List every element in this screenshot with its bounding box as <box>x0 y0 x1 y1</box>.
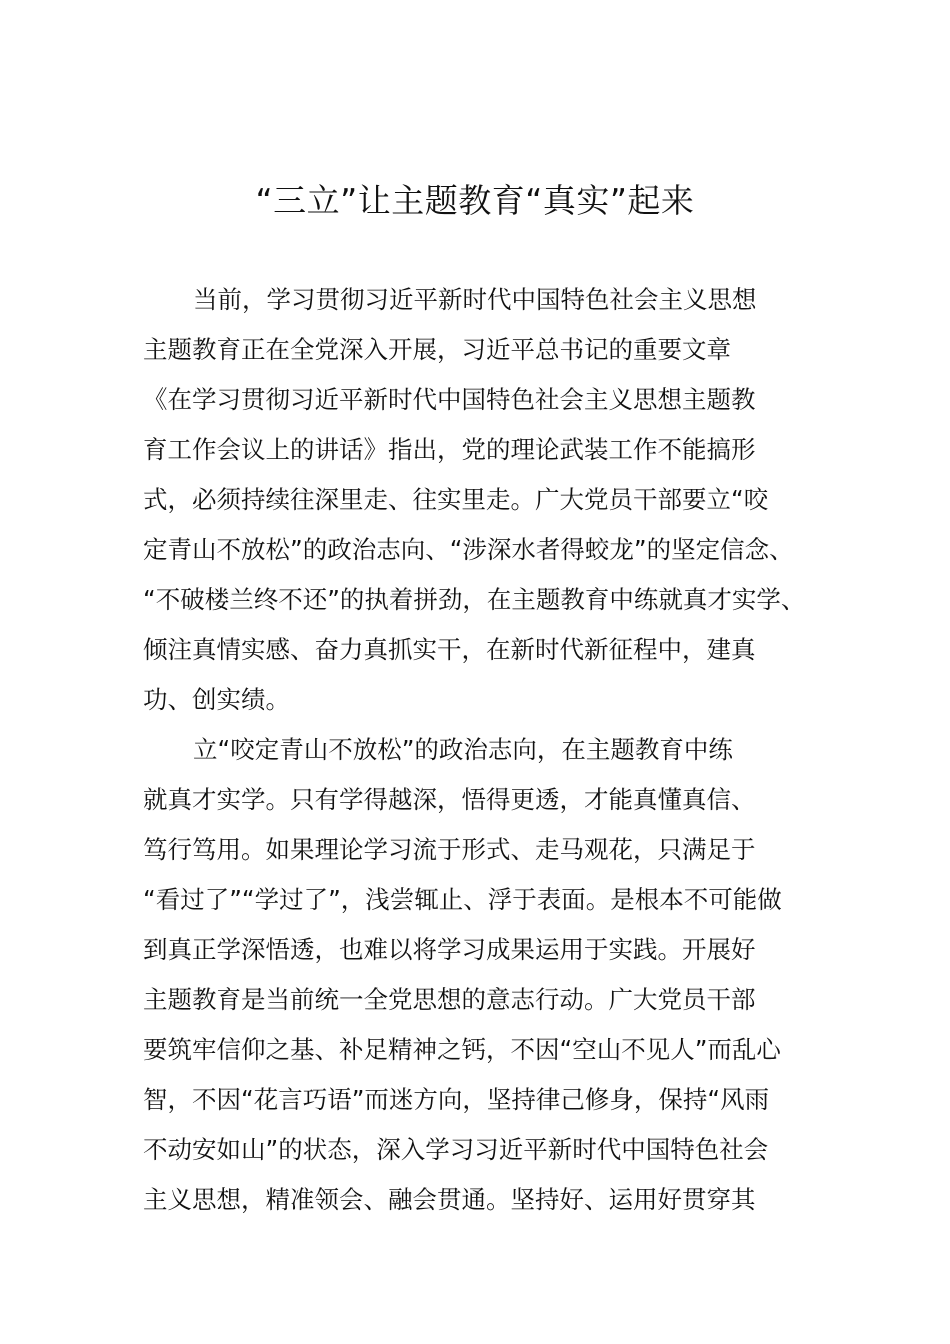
text-line: 主题教育正在全党深入开展，习近平总书记的重要文章 <box>143 335 731 364</box>
text-line: 功、创实绩。 <box>143 685 290 714</box>
text-line: “看过了”“学过了”，浅尝辄止、浮于表面。是根本不可能做 <box>143 885 782 914</box>
text-line: 《在学习贯彻习近平新时代中国特色社会主义思想主题教 <box>143 385 756 414</box>
paragraph-1 <box>143 275 811 725</box>
text-line: 定青山不放松”的政治志向、“涉深水者得蛟龙”的坚定信念、 <box>143 535 794 564</box>
document-body <box>143 275 811 1225</box>
paragraph-2 <box>143 725 811 1225</box>
text-line: 到真正学深悟透，也难以将学习成果运用于实践。开展好 <box>143 935 756 964</box>
text-line: 式，必须持续往深里走、往实里走。广大党员干部要立“咬 <box>143 485 769 514</box>
text-line: 要筑牢信仰之基、补足精神之钙，不因“空山不见人”而乱心 <box>143 1035 781 1064</box>
text-line: “不破楼兰终不还”的执着拼劲，在主题教育中练就真才实学、 <box>143 585 806 614</box>
text-line: 主题教育是当前统一全党思想的意志行动。广大党员干部 <box>143 985 756 1014</box>
text-line: 育工作会议上的讲话》指出，党的理论武装工作不能搞形 <box>143 435 756 464</box>
text-line: 不动安如山”的状态，深入学习习近平新时代中国特色社会 <box>143 1135 769 1164</box>
text-line: 立“咬定青山不放松”的政治志向，在主题教育中练 <box>193 735 733 764</box>
text-line: 主义思想，精准领会、融会贯通。坚持好、运用好贯穿其 <box>143 1185 756 1214</box>
document-title: “三立”让主题教育“真实”起来 <box>255 181 695 220</box>
text-line: 当前，学习贯彻习近平新时代中国特色社会主义思想 <box>193 285 757 314</box>
text-line: 笃行笃用。如果理论学习流于形式、走马观花，只满足于 <box>143 835 756 864</box>
text-line: 就真才实学。只有学得越深，悟得更透，才能真懂真信、 <box>143 785 756 814</box>
text-line: 智，不因“花言巧语”而迷方向，坚持律己修身，保持“风雨 <box>143 1085 770 1114</box>
text-line: 倾注真情实感、奋力真抓实干，在新时代新征程中，建真 <box>143 635 756 664</box>
